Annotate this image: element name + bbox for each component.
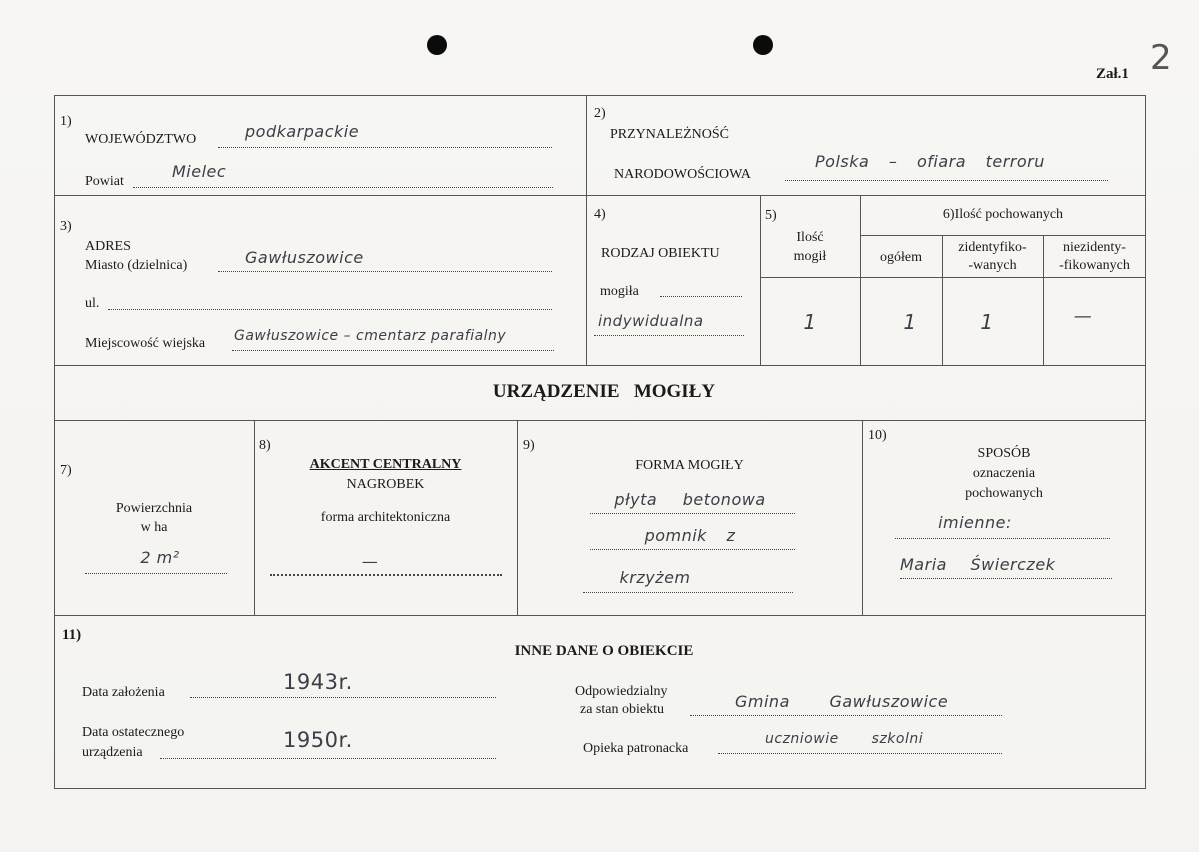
mogila-label: mogiła [600,284,639,299]
narodowosc-dots [785,180,1108,181]
narodowosciowa-label: NARODOWOŚCIOWA [614,167,751,182]
miasto-value: Gawłuszowice [245,248,364,267]
sposob-line-2: Maria Świerczek [900,555,1056,574]
section-11-number: 11) [62,627,82,643]
ilosc-mogil-value: 1 [803,310,817,334]
powiat-label: Powiat [85,174,124,189]
miasto-dots [218,271,552,272]
section-9-number: 9) [523,438,535,453]
powierzchnia-label-2: w ha [140,520,168,535]
forma-mogily-line-3: krzyżem [619,568,691,587]
ilosc-mogil-label-2: mogił [793,249,827,264]
ulica-dots [108,309,552,310]
odpowiedzialny-label-1: Odpowiedzialny [575,684,668,699]
wojewodztwo-label: WOJEWÓDZTWO [85,132,197,147]
wojewodztwo-value: podkarpackie [245,122,360,141]
forma-dots-3 [583,592,793,593]
punch-hole-right [753,35,773,55]
section-4-number: 4) [594,207,606,222]
data-ostatecznego-value: 1950r. [283,728,353,752]
forma-mogily-label: FORMA MOGIŁY [635,458,744,473]
ilosc-pochowanych-label: 6)Ilość pochowanych [942,207,1064,222]
niezidentyfikowanych-value: — [1073,306,1093,327]
data-ostatecznego-label-2: urządzenia [82,745,143,760]
opieka-patronacka-dots [718,753,1002,754]
section-8-number: 8) [259,438,271,453]
odpowiedzialny-dots [690,715,1002,716]
zidentyfikowanych-label-1: zidentyfiko- [958,240,1027,255]
data-zalozenia-dots [190,697,496,698]
data-zalozenia-label: Data założenia [82,685,165,700]
forma-dots-1 [590,513,795,514]
section-2-number: 2) [594,106,606,121]
powiat-dots [133,187,553,188]
divider [760,277,1146,278]
wojewodztwo-dots [218,147,552,148]
niezidentyfikowanych-label-2: -fikowanych [1059,258,1130,273]
nagrobek-label: NAGROBEK [346,477,425,492]
niezidentyfikowanych-label-1: niezidenty- [1063,240,1126,255]
data-zalozenia-value: 1943r. [283,670,353,694]
ilosc-mogil-label-1: Ilość [796,230,824,245]
pochowanych-label: pochowanych [965,486,1043,501]
oznaczenia-label: oznaczenia [972,466,1036,481]
miasto-label: Miasto (dzielnica) [85,258,188,273]
forma-architektoniczna-label: forma architektoniczna [320,510,451,525]
mogila-dots [660,296,742,297]
section-1-number: 1) [60,114,72,129]
akcent-value: — [361,552,379,571]
zidentyfikowanych-value: 1 [980,310,994,334]
sposob-dots-2 [900,578,1112,579]
divider [517,420,518,615]
powierzchnia-value: 2 m² [140,548,180,567]
section-10-number: 10) [868,428,887,443]
powiat-value: Mielec [172,162,227,181]
divider [54,365,1146,366]
odpowiedzialny-label-2: za stan obiektu [580,702,664,717]
opieka-patronacka-label: Opieka patronacka [583,741,689,756]
ogolem-value: 1 [903,310,917,334]
sposob-line-1: imienne: [938,513,1012,532]
annex-label: Zał.1 [1096,66,1129,82]
przynaleznosc-label: PRZYNALEŻNOŚĆ [610,127,730,142]
divider [54,420,1146,421]
divider [54,615,1146,616]
akcent-dots [270,574,502,576]
miejscowosc-label: Miejscowość wiejska [85,336,206,351]
section-title: URZĄDZENIE MOGIŁY [492,381,716,402]
ogolem-label: ogółem [880,250,922,265]
divider [760,195,761,365]
opieka-patronacka-value: uczniowie szkolni [765,731,924,747]
punch-hole-left [427,35,447,55]
powierzchnia-dots [85,573,227,574]
rodzaj-dots [594,335,744,336]
data-ostatecznego-label-1: Data ostatecznego [82,725,185,740]
akcent-centralny-label: AKCENT CENTRALNY [309,457,462,472]
miejscowosc-value: Gawłuszowice – cmentarz parafialny [234,328,507,344]
powierzchnia-label-1: Powierzchnia [115,501,193,516]
forma-mogily-line-2: pomnik z [644,526,736,545]
forma-dots-2 [590,549,795,550]
data-ostatecznego-dots [160,758,496,759]
section-5-number: 5) [765,208,777,223]
section-3-number: 3) [60,219,72,234]
narodowosc-value: Polska – ofiara terroru [815,152,1045,171]
sposob-dots-1 [895,538,1110,539]
section-7-number: 7) [60,463,72,478]
rodzaj-obiektu-label: RODZAJ OBIEKTU [601,246,720,261]
adres-label: ADRES [85,239,131,254]
inne-dane-title: INNE DANE O OBIEKCIE [514,643,694,659]
zidentyfikowanych-label-2: -wanych [968,258,1017,273]
page-number: 2 [1150,38,1173,78]
divider [586,95,587,365]
divider [54,195,1146,196]
ulica-label: ul. [85,296,100,311]
divider [860,235,1146,236]
miejscowosc-dots [232,350,554,351]
sposob-label: SPOSÓB [977,446,1031,461]
rodzaj-obiektu-value: indywidualna [598,312,704,330]
forma-mogily-line-1: płyta betonowa [614,490,766,509]
odpowiedzialny-value: Gmina Gawłuszowice [735,692,949,711]
